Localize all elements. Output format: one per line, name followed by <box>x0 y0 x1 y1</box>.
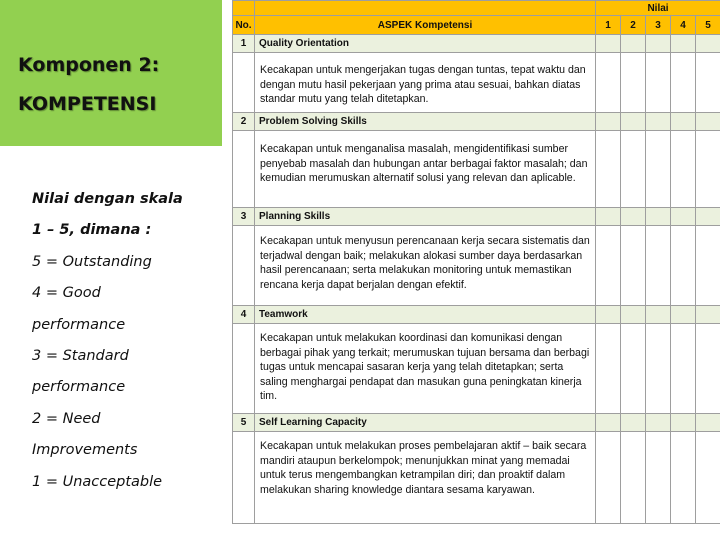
scale-line: performance <box>32 379 126 396</box>
scale-legend <box>32 184 202 498</box>
score-cell[interactable] <box>596 432 621 524</box>
score-cell[interactable] <box>671 226 696 306</box>
header-no: No. <box>233 16 255 35</box>
score-cell[interactable] <box>696 131 721 208</box>
row-number: 5 <box>233 414 255 432</box>
competency-description: Kecakapan untuk melakukan proses pembelajaran aktif – baik secara mandiri ataupun berkelompok; menunjukkan minat yang memadai untuk terus mengembangkan ketrampilan diri; dan proaktif dalam melakukan sharing knowledge diantara sesama karyawan. <box>255 432 596 524</box>
score-cell[interactable] <box>696 53 721 113</box>
score-cell[interactable] <box>696 226 721 306</box>
row-number: 4 <box>233 306 255 324</box>
score-cell[interactable] <box>596 53 621 113</box>
row-number: 1 <box>233 35 255 53</box>
scale-line: Nilai dengan skala <box>32 191 183 207</box>
scale-line: 4 = Good <box>32 285 101 302</box>
score-cell[interactable] <box>671 324 696 414</box>
score-cell[interactable] <box>621 131 646 208</box>
score-cell[interactable] <box>621 53 646 113</box>
score-cell[interactable] <box>621 324 646 414</box>
score-cell[interactable] <box>646 324 671 414</box>
competency-description: Kecakapan untuk mengerjakan tugas dengan tuntas, tepat waktu dan dengan mutu hasil pekerjaan yang prima atau sesuai, bahkan diatas standar mutu yang telah ditetapkan. <box>255 53 596 113</box>
score-cell[interactable] <box>646 432 671 524</box>
score-cell[interactable] <box>646 53 671 113</box>
row-number: 2 <box>233 113 255 131</box>
score-cell[interactable] <box>646 131 671 208</box>
header-score-4: 4 <box>671 16 696 35</box>
competency-table <box>232 0 720 540</box>
row-number: 3 <box>233 208 255 226</box>
score-cell[interactable] <box>696 432 721 524</box>
score-cell[interactable] <box>621 226 646 306</box>
competency-title: Self Learning Capacity <box>255 414 596 432</box>
competency-title: Problem Solving Skills <box>255 113 596 131</box>
score-cell[interactable] <box>671 131 696 208</box>
header-score-5: 5 <box>696 16 721 35</box>
competency-title: Quality Orientation <box>255 35 596 53</box>
header-nilai: Nilai <box>596 1 721 16</box>
scale-line: Improvements <box>32 442 138 459</box>
score-cell[interactable] <box>671 53 696 113</box>
scale-line: 3 = Standard <box>32 348 129 365</box>
score-cell[interactable] <box>596 131 621 208</box>
header-score-1: 1 <box>596 16 621 35</box>
scale-line: 1 = Unacceptable <box>32 473 163 490</box>
header-score-2: 2 <box>621 16 646 35</box>
competency-description: Kecakapan untuk menganalisa masalah, mengidentifikasi sumber penyebab masalah dan hubungan antar berbagai faktor masalah; dan kemudian merumuskan alternatif solusi yang relevan dan aplicable. <box>255 131 596 208</box>
scale-line: 2 = Need <box>32 410 101 427</box>
scale-line: 1 – 5, dimana : <box>32 222 152 239</box>
header-aspek: ASPEK Kompetensi <box>255 16 596 35</box>
score-cell[interactable] <box>671 432 696 524</box>
competency-description: Kecakapan untuk melakukan koordinasi dan komunikasi dengan berbagai pihak yang terkait; merumuskan tujuan bersama dan berbagi tugas untuk mencapai sasaran kerja yang telah ditetapkan; serta saling menghargai pendapat dan masukan guna peningkatan kinerja tim. <box>255 324 596 414</box>
component-subtitle: KOMPETENSI <box>18 93 157 115</box>
score-cell[interactable] <box>596 324 621 414</box>
score-cell[interactable] <box>646 226 671 306</box>
competency-title: Teamwork <box>255 306 596 324</box>
score-cell[interactable] <box>596 226 621 306</box>
scale-line: 5 = Outstanding <box>32 253 152 270</box>
component-title: Komponen 2: <box>18 54 160 76</box>
header-score-3: 3 <box>646 16 671 35</box>
score-cell[interactable] <box>696 324 721 414</box>
competency-description: Kecakapan untuk menyusun perencanaan kerja secara sistematis dan terjadwal dengan baik; melakukan alokasi sumber daya berdasarkan hasil perencanaan; serta melakukan monitoring untuk memastikan rencana kerja dapat berjalan dengan efektif. <box>255 226 596 306</box>
score-cell[interactable] <box>621 432 646 524</box>
competency-title: Planning Skills <box>255 208 596 226</box>
scale-line: performance <box>32 316 126 333</box>
